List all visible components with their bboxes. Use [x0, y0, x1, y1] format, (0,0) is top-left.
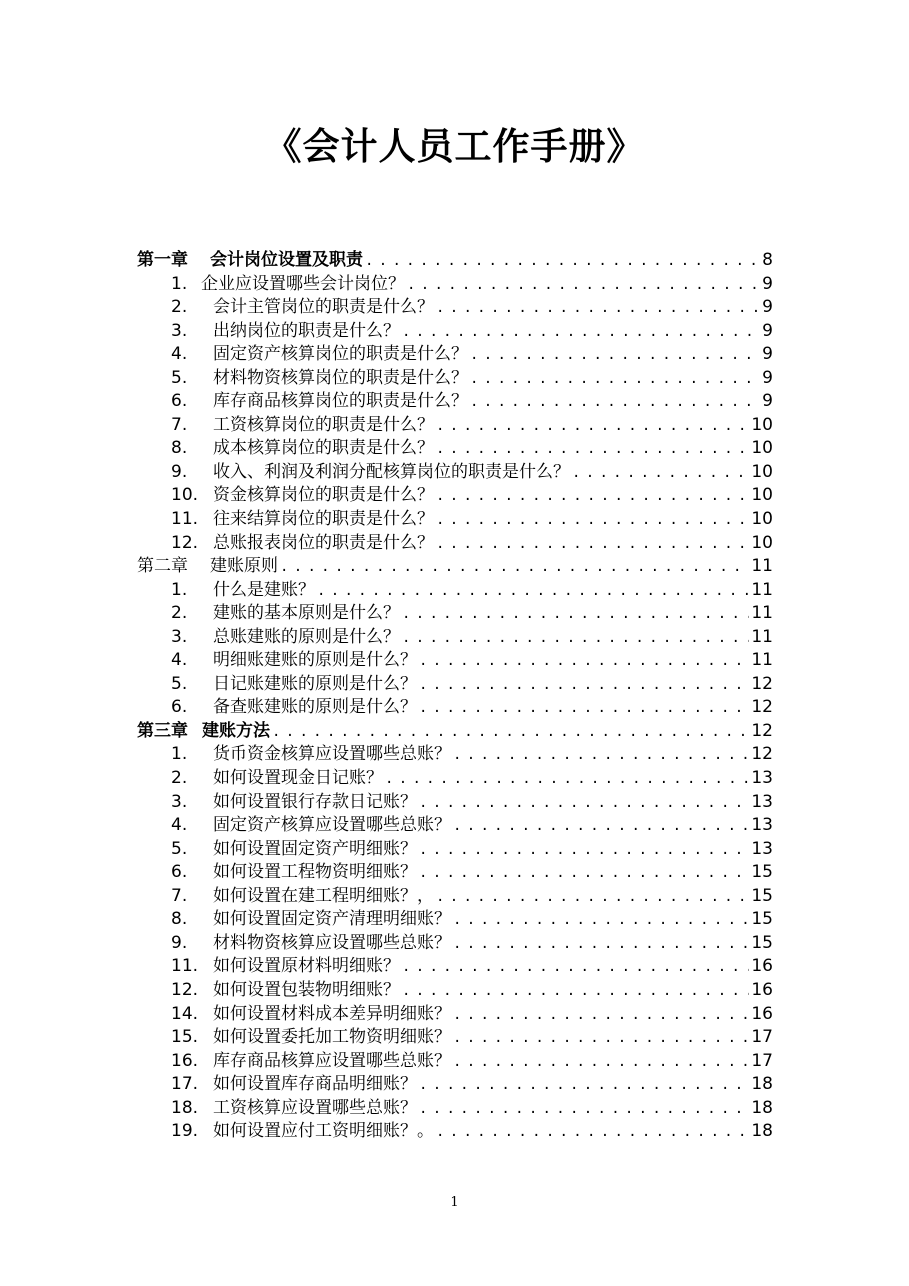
toc-dot-leader	[436, 886, 749, 910]
toc-dot-leader	[402, 956, 749, 980]
toc-entry-label: 库存商品核算应设置哪些总账？	[213, 1050, 451, 1071]
toc-entry-label: 固定资产核算应设置哪些总账？	[213, 815, 451, 836]
toc-dot-leader	[453, 1051, 749, 1075]
toc-entry-number: 17.	[171, 1074, 199, 1095]
toc-dot-leader	[419, 839, 749, 863]
toc-entry-label: 日记账建账的原则是什么？	[213, 673, 417, 694]
toc-dot-leader	[419, 1074, 749, 1098]
toc-entry[interactable]	[137, 532, 773, 556]
toc-entry-number: 3.	[171, 626, 188, 647]
toc-dot-leader	[436, 415, 749, 439]
toc-entry-number: 3.	[171, 791, 188, 812]
toc-entry-label: 往来结算岗位的职责是什么？	[213, 509, 434, 530]
toc-entry[interactable]	[137, 437, 773, 461]
toc-chapter-number: 第一章	[137, 250, 188, 270]
toc-entry[interactable]	[137, 1073, 773, 1097]
toc-entry-label: 材料物资核算岗位的职责是什么？	[213, 367, 468, 388]
toc-entry[interactable]	[137, 814, 773, 838]
toc-page-number: 10	[751, 461, 773, 482]
toc-page-number: 9	[762, 320, 773, 341]
toc-entry[interactable]	[137, 626, 773, 650]
toc-page-number: 11	[751, 579, 773, 600]
toc-page-number: 11	[751, 603, 773, 624]
toc-entry-number: 2.	[171, 297, 188, 318]
toc-entry-label: 建账原则	[210, 556, 278, 577]
toc-page-number: 17	[751, 1050, 773, 1071]
toc-dot-leader	[470, 344, 760, 368]
toc-entry-label: 会计岗位设置及职责	[210, 250, 363, 270]
page-number: 1	[450, 1195, 459, 1210]
toc-entry[interactable]	[137, 484, 773, 508]
toc-page-number: 13	[751, 791, 773, 812]
toc-dot-leader	[402, 603, 749, 627]
toc-entry-label: 工资核算应设置哪些总账？	[213, 1097, 417, 1118]
toc-entry[interactable]	[137, 861, 773, 885]
toc-entry-label: 出纳岗位的职责是什么？	[213, 320, 400, 341]
toc-entry-label: 如何设置固定资产明细账？	[213, 838, 417, 859]
toc-dot-leader	[402, 980, 749, 1004]
toc-page-number: 10	[751, 438, 773, 459]
toc-entry-label: 如何设置包装物明细账？	[213, 979, 400, 1000]
toc-entry-number: 8.	[171, 438, 188, 459]
toc-entry-label: 工资核算岗位的职责是什么？	[213, 414, 434, 435]
toc-entry-number: 5.	[171, 673, 188, 694]
toc-chapter-entry[interactable]	[137, 249, 773, 273]
toc-dot-leader	[453, 909, 749, 933]
toc-entry-label: 如何设置应付工资明细账？。	[213, 1121, 434, 1142]
toc-page-number: 16	[751, 979, 773, 1000]
toc-dot-leader	[436, 438, 749, 462]
toc-entry[interactable]	[137, 320, 773, 344]
toc-entry[interactable]	[137, 414, 773, 438]
toc-entry-label: 如何设置现金日记账？	[213, 768, 383, 789]
toc-entry-number: 2.	[171, 768, 188, 789]
toc-entry[interactable]	[137, 461, 773, 485]
toc-entry[interactable]	[137, 1003, 773, 1027]
toc-entry-label: 如何设置委托加工物资明细账？	[213, 1027, 451, 1048]
toc-entry-label: 什么是建账？	[213, 579, 315, 600]
toc-entry[interactable]	[137, 791, 773, 815]
toc-entry[interactable]	[137, 649, 773, 673]
toc-entry-number: 1.	[171, 273, 188, 294]
toc-entry-label: 材料物资核算应设置哪些总账？	[213, 932, 451, 953]
toc-entry-number: 12.	[171, 979, 199, 1000]
toc-dot-leader	[470, 368, 760, 392]
toc-entry[interactable]	[137, 979, 773, 1003]
toc-entry-label: 如何设置库存商品明细账？	[213, 1074, 417, 1095]
toc-entry-label: 如何设置银行存款日记账？	[213, 791, 417, 812]
toc-entry-number: 6.	[171, 862, 188, 883]
toc-entry-label: 备查账建账的原则是什么？	[213, 697, 417, 718]
toc-page-number: 11	[751, 556, 773, 577]
toc-dot-leader	[317, 580, 749, 604]
toc-entry-number: 9.	[171, 461, 188, 482]
toc-entry-label: 明细账建账的原则是什么？	[213, 650, 417, 671]
toc-page-number: 11	[751, 626, 773, 647]
toc-entry-label: 库存商品核算岗位的职责是什么？	[213, 391, 468, 412]
toc-entry[interactable]	[137, 932, 773, 956]
toc-entry-number: 19.	[171, 1121, 199, 1142]
toc-dot-leader	[365, 250, 760, 274]
toc-page-number: 18	[751, 1074, 773, 1095]
toc-entry-label: 建账的基本原则是什么？	[213, 603, 400, 624]
toc-dot-leader	[436, 297, 760, 321]
toc-page-number: 8	[762, 250, 773, 270]
toc-entry[interactable]	[137, 908, 773, 932]
toc-dot-leader	[453, 1027, 749, 1051]
toc-entry-number: 10.	[171, 485, 199, 506]
toc-entry-label: 如何设置固定资产清理明细账？	[213, 909, 451, 930]
toc-chapter-number: 第二章	[137, 556, 188, 577]
toc-page-number: 12	[751, 720, 773, 741]
toc-entry-number: 9.	[171, 932, 188, 953]
toc-chapter-number: 第三章	[137, 720, 188, 741]
toc-page-number: 9	[762, 273, 773, 294]
toc-chapter-entry[interactable]	[137, 555, 773, 579]
toc-entry-number: 7.	[171, 414, 188, 435]
toc-entry-label: 收入、利润及利润分配核算岗位的职责是什么？	[213, 461, 570, 482]
toc-dot-leader	[453, 744, 749, 768]
toc-page-number: 18	[751, 1097, 773, 1118]
toc-dot-leader	[436, 533, 749, 557]
toc-page-number: 15	[751, 862, 773, 883]
toc-entry[interactable]	[137, 367, 773, 391]
toc-entry-number: 7.	[171, 885, 188, 906]
table-of-contents	[137, 249, 773, 1144]
toc-entry-label: 总账报表岗位的职责是什么？	[213, 532, 434, 553]
toc-entry[interactable]	[137, 1026, 773, 1050]
toc-entry[interactable]	[137, 743, 773, 767]
toc-entry-number: 6.	[171, 391, 188, 412]
toc-entry-label: 固定资产核算岗位的职责是什么？	[213, 344, 468, 365]
toc-entry[interactable]	[137, 1097, 773, 1121]
toc-page-number: 12	[751, 744, 773, 765]
toc-entry-number: 1.	[171, 744, 188, 765]
toc-entry-number: 18.	[171, 1097, 199, 1118]
toc-page-number: 9	[762, 391, 773, 412]
toc-page-number: 13	[751, 838, 773, 859]
toc-dot-leader	[402, 321, 760, 345]
toc-entry[interactable]	[137, 1050, 773, 1074]
toc-page-number: 15	[751, 932, 773, 953]
toc-entry-number: 12.	[171, 532, 199, 553]
toc-page-number: 9	[762, 367, 773, 388]
toc-page-number: 16	[751, 956, 773, 977]
toc-entry[interactable]	[137, 579, 773, 603]
toc-page-number: 10	[751, 414, 773, 435]
toc-entry-number: 8.	[171, 909, 188, 930]
toc-page-number: 17	[751, 1027, 773, 1048]
toc-page-number: 15	[751, 909, 773, 930]
toc-entry[interactable]	[137, 508, 773, 532]
toc-dot-leader	[419, 1098, 749, 1122]
toc-entry-label: 会计主管岗位的职责是什么？	[213, 297, 434, 318]
toc-entry[interactable]	[137, 955, 773, 979]
toc-entry-number: 14.	[171, 1003, 199, 1024]
toc-page-number: 11	[751, 650, 773, 671]
toc-entry[interactable]	[137, 390, 773, 414]
toc-entry-label: 企业应设置哪些会计岗位？	[201, 273, 405, 294]
toc-page-number: 9	[762, 344, 773, 365]
toc-entry-number: 2.	[171, 603, 188, 624]
toc-dot-leader	[470, 391, 760, 415]
toc-entry[interactable]	[137, 296, 773, 320]
toc-entry-number: 1.	[171, 579, 188, 600]
toc-entry-label: 如何设置工程物资明细账？	[213, 862, 417, 883]
toc-dot-leader	[436, 1121, 749, 1145]
toc-dot-leader	[572, 462, 749, 486]
toc-dot-leader	[453, 933, 749, 957]
document-title: 《会计人员工作手册》	[264, 125, 645, 168]
toc-entry-label: 如何设置原材料明细账？	[213, 956, 400, 977]
toc-entry-label: 总账建账的原则是什么？	[213, 626, 400, 647]
toc-chapter-entry[interactable]	[137, 720, 773, 744]
toc-entry-label: 建账方法	[202, 720, 270, 741]
toc-entry-number: 11.	[171, 956, 199, 977]
toc-entry[interactable]	[137, 273, 773, 297]
toc-dot-leader	[419, 862, 749, 886]
toc-dot-leader	[419, 792, 749, 816]
toc-dot-leader	[280, 556, 749, 580]
toc-page-number: 15	[751, 885, 773, 906]
toc-page-number: 10	[751, 485, 773, 506]
toc-entry-label: 货币资金核算应设置哪些总账？	[213, 744, 451, 765]
toc-entry-number: 5.	[171, 838, 188, 859]
toc-page-number: 10	[751, 509, 773, 530]
toc-dot-leader	[453, 815, 749, 839]
toc-entry-number: 6.	[171, 697, 188, 718]
toc-dot-leader	[436, 509, 749, 533]
toc-entry[interactable]	[137, 767, 773, 791]
toc-entry-number: 4.	[171, 815, 188, 836]
toc-page-number: 12	[751, 673, 773, 694]
toc-entry-label: 成本核算岗位的职责是什么？	[213, 438, 434, 459]
toc-entry[interactable]	[137, 885, 773, 909]
toc-page-number: 13	[751, 815, 773, 836]
toc-dot-leader	[419, 697, 749, 721]
toc-entry[interactable]	[137, 696, 773, 720]
toc-page-number: 10	[751, 532, 773, 553]
toc-dot-leader	[402, 627, 749, 651]
toc-entry-number: 11.	[171, 509, 199, 530]
toc-page-number: 16	[751, 1003, 773, 1024]
toc-page-number: 9	[762, 297, 773, 318]
toc-page-number: 13	[751, 768, 773, 789]
toc-dot-leader	[385, 768, 749, 792]
toc-entry-label: 如何设置材料成本差异明细账？	[213, 1003, 451, 1024]
toc-dot-leader	[419, 650, 749, 674]
toc-entry[interactable]	[137, 673, 773, 697]
toc-entry-number: 4.	[171, 650, 188, 671]
toc-entry[interactable]	[137, 1120, 773, 1144]
toc-entry-number: 4.	[171, 344, 188, 365]
toc-dot-leader	[272, 721, 749, 745]
toc-entry-label: 如何设置在建工程明细账？，	[213, 885, 434, 906]
toc-entry-number: 15.	[171, 1027, 199, 1048]
toc-dot-leader	[407, 274, 760, 298]
toc-entry[interactable]	[137, 838, 773, 862]
toc-page-number: 18	[751, 1121, 773, 1142]
toc-entry[interactable]	[137, 602, 773, 626]
toc-entry-number: 5.	[171, 367, 188, 388]
toc-dot-leader	[436, 485, 749, 509]
toc-entry[interactable]	[137, 343, 773, 367]
toc-dot-leader	[453, 1004, 749, 1028]
toc-entry-label: 资金核算岗位的职责是什么？	[213, 485, 434, 506]
toc-dot-leader	[419, 674, 749, 698]
toc-page-number: 12	[751, 697, 773, 718]
toc-entry-number: 3.	[171, 320, 188, 341]
toc-entry-number: 16.	[171, 1050, 199, 1071]
